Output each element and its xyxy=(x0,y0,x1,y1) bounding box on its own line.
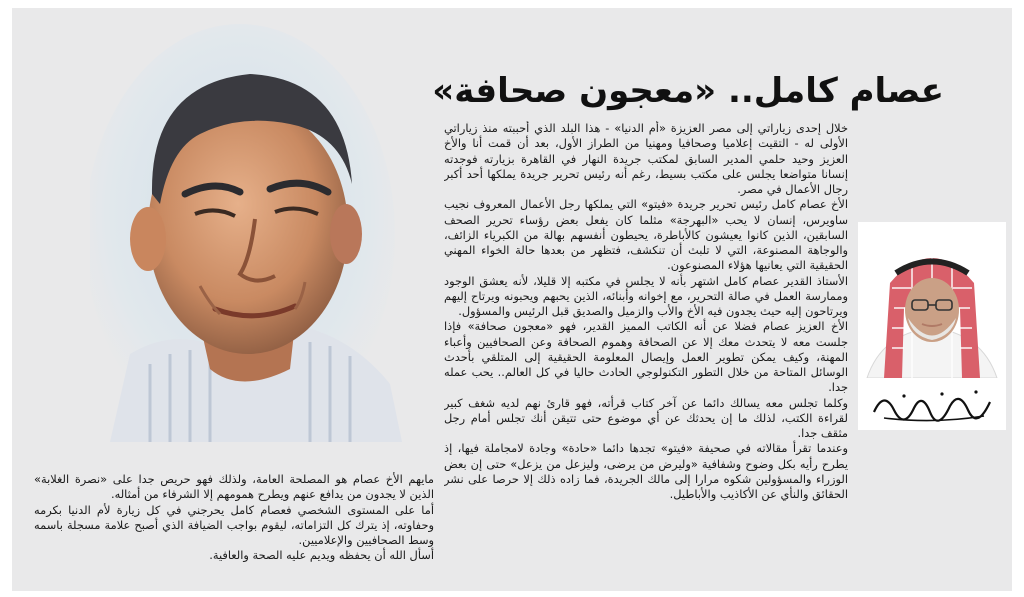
paragraph: وعندما تقرأ مقالاته في صحيفة «فيتو» تجدها دائما «حادة» وجادة لامجاملة فيها، إذ يطرح رأيه بكل وضوح وشفافية «وليرض من يرضى، وليزعل من يزعل» حتى إن بعض الوزراء والمسؤولين شكوه مرارا إلى مالك الجريدة، فما زاده ذلك إلا حرصا على نشر الحقائق والنأي عن الأكاذيب والأباطيل. xyxy=(444,441,848,501)
portrait-illustration xyxy=(90,24,402,442)
article-left-column xyxy=(34,472,434,582)
paragraph: الأخ العزيز عصام فضلا عن أنه الكاتب المميز القدير، فهو «معجون صحافة» فإذا جلست معه لا يتحدث معك إلا عن الصحافة وهموم الصحافة وعن الصحافيين وأعباء المهنة، وكيف يمكن تطوير العمل وإيصال المعلومة الحقيقية إلى المتلقي بأحدث الوسائل المتاحة من خلال التطور التكنولوجي الحادث حاليا في كل العالم.. يحب عمله جدا. xyxy=(444,319,848,395)
paragraph: الأستاذ القدير عصام كامل اشتهر بأنه لا يجلس في مكتبه إلا قليلا، لأنه يعشق الوجود وممارسة العمل في صالة التحرير، مع إخوانه وأبنائه، الذين يحبهم ويحبونه ويرتاح إليهم ويرتاحون إليه حيث يجدون فيه الأخ والأب والزميل والصديق قبل الرئيس والمسؤول. xyxy=(444,273,848,318)
author-signature xyxy=(864,382,1000,426)
paragraph: وكلما تجلس معه يسالك دائما عن آخر كتاب قرأته، فهو قارئ نهم لديه شغف كبير لقراءة الكتب، لذلك ما إن يحدثك عن أي موضوع حتى تتيقن أنك تجلس أمام رجل مثقف جدا. xyxy=(444,395,848,440)
paragraph: أسأل الله أن يحفظه ويديم عليه الصحة والعافية. xyxy=(209,548,434,563)
newspaper-page xyxy=(12,8,1012,591)
paragraph: أما على المستوى الشخصي فعصام كامل يحرجني في كل زيارة لأم الدنيا بكرمه وحفاوته، إذ يترك كل التزاماته، ليقوم بواجب الضيافة الذي أصبح علامة مسجلة باسمه وسط الصحافيين والإعلاميين. xyxy=(34,502,434,547)
paragraph: مايهم الأخ عصام هو المصلحة العامة، ولذلك فهو حريص جدا على «نصرة الغلابة» الذين لا يجدون من يدافع عنهم ويطرح همومهم إلا الشرفاء من أمثاله. xyxy=(34,472,434,502)
author-photo xyxy=(862,228,1002,378)
article-main-column xyxy=(444,121,848,581)
paragraph: خلال إحدى زياراتي إلى مصر العزيزة «أم الدنيا» - هذا البلد الذي أحببته منذ زياراتي الأولى له - التقيت إعلاميا وصحافيا ومهنيا من الطراز الأول، بعد أن قمت أنا والأخ العزيز وحيد حلمي المدير السابق لمكتب جريدة النهار في القاهرة بزيارته فوجدته إنسانا متواضعا يجلس على مكتب بسيط، رغم أنه رئيس تحرير جريدة يملكها أحد أكبر رجال الأعمال في مصر. xyxy=(444,121,848,196)
author-box xyxy=(858,222,1006,430)
paragraph: الأخ عصام كامل رئيس تحرير جريدة «فيتو» التي يملكها رجل الأعمال المعروف نجيب ساويرس، إنسان لا يحب «البهرجة» مثلما كان يفعل بعض رؤساء تحرير الصحف السابقين، الذين كانوا يعيشون كالأباطرة، يحيطون أنفسهم بهالة من الكبرياء الزائف، والوجاهة المصنوعة، التي لا تلبث أن تنكشف، فتظهر من بعدها حالة الخواء المهني الحقيقية التي يعانيها هؤلاء المصنوعون. xyxy=(444,197,848,273)
article-headline: عصام كامل.. «معجون صحافة» xyxy=(432,70,944,111)
